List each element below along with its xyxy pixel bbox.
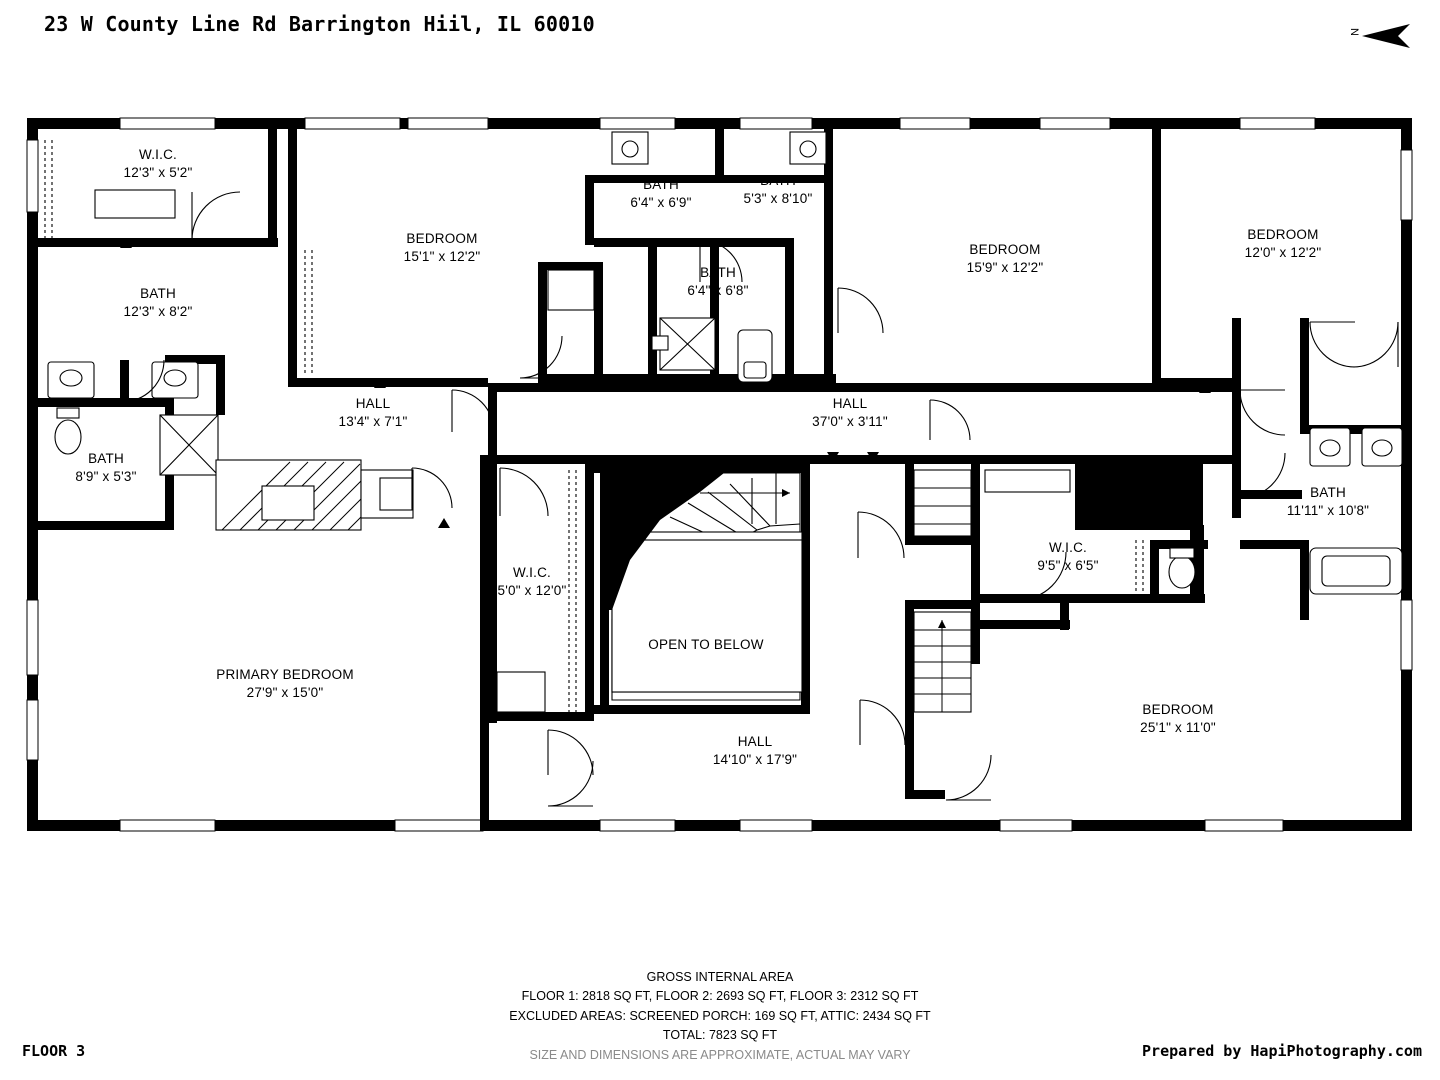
room-label: BATH 6'4" x 6'9": [630, 177, 692, 211]
room-label: W.I.C. 9'5" x 6'5": [1037, 540, 1099, 574]
room-label: W.I.C. 5'0" x 12'0": [497, 565, 567, 599]
room-label: BATH 11'11" x 10'8": [1286, 485, 1370, 519]
room-label: BEDROOM 12'0" x 12'2": [1244, 227, 1322, 261]
room-label: HALL 37'0" x 3'11": [812, 396, 888, 430]
room-label: PRIMARY BEDROOM 27'9" x 15'0": [216, 667, 354, 701]
floors-area-line: FLOOR 1: 2818 SQ FT, FLOOR 2: 2693 SQ FT, FLOOR 3: 2312 SQ FT: [521, 989, 919, 1004]
credit-text: Prepared by HapiPhotography.com: [1142, 1042, 1422, 1060]
room-label: BATH 12'3" x 8'2": [123, 286, 193, 320]
room-label: BATH 5'3" x 8'10": [743, 173, 813, 207]
room-label: W.I.C. 12'3" x 5'2": [123, 147, 193, 181]
gross-internal-area-title: GROSS INTERNAL AREA: [646, 970, 794, 984]
room-label: BEDROOM 25'1" x 11'0": [1140, 702, 1216, 736]
room-label: BEDROOM 15'1" x 12'2": [403, 231, 481, 265]
room-label: BEDROOM 15'9" x 12'2": [966, 242, 1044, 276]
open-to-below-label: OPEN TO BELOW: [648, 637, 764, 652]
room-label: HALL 14'10" x 17'9": [712, 734, 798, 768]
room-label: BATH 6'4" x 6'8": [687, 265, 749, 299]
north-arrow-label: N: [1347, 28, 1360, 36]
room-label: HALL 13'4" x 7'1": [338, 396, 408, 430]
room-label: BATH 8'9" x 5'3": [75, 451, 137, 485]
excluded-areas-line: EXCLUDED AREAS: SCREENED PORCH: 169 SQ FT, ATTIC: 2434 SQ FT: [509, 1008, 931, 1023]
floor-tag: FLOOR 3: [22, 1042, 86, 1060]
disclaimer-text: SIZE AND DIMENSIONS ARE APPROXIMATE, ACTUAL MAY VARY: [529, 1047, 911, 1062]
page-title: 23 W County Line Rd Barrington Hiil, IL 60010: [44, 12, 595, 36]
total-area-line: TOTAL: 7823 SQ FT: [662, 1028, 778, 1043]
